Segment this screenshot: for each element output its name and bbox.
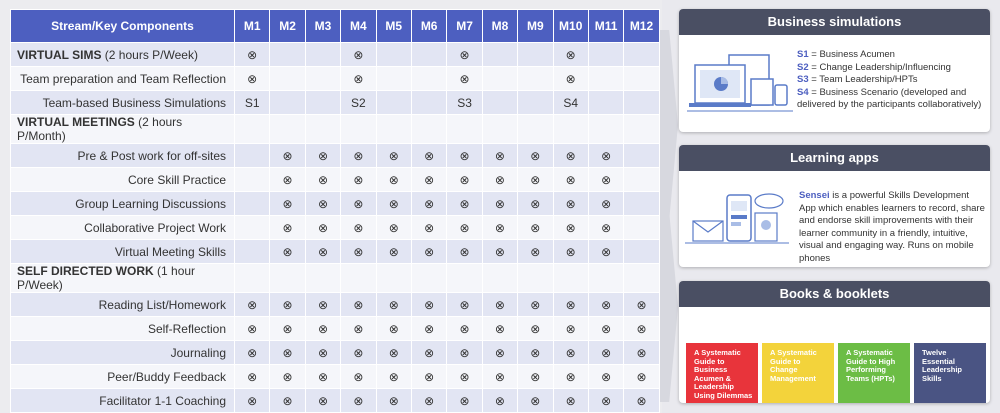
devices-illustration-icon (687, 49, 795, 125)
scheduled-mark-icon: ⊗ (518, 365, 553, 389)
schedule-cell (411, 67, 446, 91)
simulation-item: S1 = Business Acumen (797, 49, 895, 60)
schedule-cell (270, 264, 305, 293)
schedule-cell (270, 43, 305, 67)
scheduled-mark-icon: ⊗ (270, 240, 305, 264)
scheduled-mark-icon: ⊗ (270, 341, 305, 365)
scheduled-mark-icon: ⊗ (305, 389, 340, 413)
section-title: VIRTUAL SIMS (17, 47, 102, 62)
section-label (11, 264, 235, 293)
row-label: Collaborative Project Work (11, 216, 235, 240)
schedule-cell (411, 264, 446, 293)
month-header: M2 (270, 10, 305, 43)
scheduled-mark-icon: ⊗ (624, 365, 659, 389)
scheduled-mark-icon: ⊗ (341, 216, 376, 240)
scheduled-mark-icon: ⊗ (376, 216, 411, 240)
schedule-cell (518, 91, 553, 115)
schedule-cell: S4 (553, 91, 588, 115)
scheduled-mark-icon: ⊗ (447, 192, 482, 216)
books-card (679, 281, 990, 403)
scheduled-mark-icon: ⊗ (341, 144, 376, 168)
scheduled-mark-icon: ⊗ (447, 293, 482, 317)
scheduled-mark-icon: ⊗ (588, 365, 623, 389)
schedule-cell (235, 144, 270, 168)
section-label (11, 43, 235, 67)
stream-header: Stream/Key Components (11, 10, 235, 43)
section-duration: (2 hours P/Month) (17, 115, 183, 143)
scheduled-mark-icon: ⊗ (518, 341, 553, 365)
scheduled-mark-icon: ⊗ (553, 43, 588, 67)
section-title: SELF DIRECTED WORK (17, 264, 154, 278)
schedule-cell (411, 115, 446, 144)
row-label: Team preparation and Team Reflection (11, 67, 235, 91)
scheduled-mark-icon: ⊗ (235, 43, 270, 67)
schedule-cell (235, 240, 270, 264)
schedule-cell (270, 67, 305, 91)
scheduled-mark-icon: ⊗ (447, 341, 482, 365)
app-description: Sensei is a powerful Skills Development App which enables learners to record, share and endorse skill improvements with their learner community in a friendly, intuitive, visual and engaging way. Runs on mobile phones (799, 190, 985, 264)
scheduled-mark-icon: ⊗ (376, 389, 411, 413)
scheduled-mark-icon: ⊗ (624, 389, 659, 413)
scheduled-mark-icon: ⊗ (447, 365, 482, 389)
scheduled-mark-icon: ⊗ (482, 144, 517, 168)
scheduled-mark-icon: ⊗ (376, 144, 411, 168)
scheduled-mark-icon: ⊗ (305, 293, 340, 317)
schedule-cell (411, 43, 446, 67)
scheduled-mark-icon: ⊗ (482, 341, 517, 365)
scheduled-mark-icon: ⊗ (235, 67, 270, 91)
schedule-cell: S3 (447, 91, 482, 115)
schedule-cell (624, 216, 659, 240)
card-title: Business simulations (679, 9, 990, 35)
scheduled-mark-icon: ⊗ (411, 389, 446, 413)
schedule-cell (305, 264, 340, 293)
schedule-cell (376, 67, 411, 91)
scheduled-mark-icon: ⊗ (235, 389, 270, 413)
schedule-cell (376, 43, 411, 67)
card-title: Books & booklets (679, 281, 990, 307)
row-label: Peer/Buddy Feedback (11, 365, 235, 389)
row-label: Journaling (11, 341, 235, 365)
schedule-cell (588, 264, 623, 293)
month-header: M6 (411, 10, 446, 43)
table-row (11, 389, 660, 413)
scheduled-mark-icon: ⊗ (341, 43, 376, 67)
schedule-cell (305, 91, 340, 115)
scheduled-mark-icon: ⊗ (305, 317, 340, 341)
scheduled-mark-icon: ⊗ (341, 341, 376, 365)
table-row (11, 216, 660, 240)
scheduled-mark-icon: ⊗ (305, 365, 340, 389)
scheduled-mark-icon: ⊗ (270, 216, 305, 240)
month-header: M9 (518, 10, 553, 43)
scheduled-mark-icon: ⊗ (518, 240, 553, 264)
row-label: Team-based Business Simulations (11, 91, 235, 115)
schedule-cell (624, 264, 659, 293)
scheduled-mark-icon: ⊗ (518, 317, 553, 341)
schedule-cell (376, 264, 411, 293)
scheduled-mark-icon: ⊗ (588, 216, 623, 240)
scheduled-mark-icon: ⊗ (341, 67, 376, 91)
scheduled-mark-icon: ⊗ (482, 389, 517, 413)
booklet-title: A Systematic Guide to Change Management (770, 348, 817, 383)
scheduled-mark-icon: ⊗ (553, 240, 588, 264)
booklet-title: Twelve Essential Leadership Skills (922, 348, 963, 383)
row-label: Group Learning Discussions (11, 192, 235, 216)
scheduled-mark-icon: ⊗ (553, 293, 588, 317)
scheduled-mark-icon: ⊗ (624, 317, 659, 341)
scheduled-mark-icon: ⊗ (376, 365, 411, 389)
scheduled-mark-icon: ⊗ (447, 216, 482, 240)
schedule-cell: S1 (235, 91, 270, 115)
booklet-title: A Systematic Guide to High Performing Teams (HPTs) (846, 348, 896, 383)
scheduled-mark-icon: ⊗ (447, 67, 482, 91)
month-header: M10 (553, 10, 588, 43)
schedule-cell (305, 67, 340, 91)
scheduled-mark-icon: ⊗ (553, 67, 588, 91)
scheduled-mark-icon: ⊗ (518, 293, 553, 317)
schedule-cell (482, 91, 517, 115)
scheduled-mark-icon: ⊗ (376, 192, 411, 216)
scheduled-mark-icon: ⊗ (376, 293, 411, 317)
scheduled-mark-icon: ⊗ (305, 240, 340, 264)
table-row (11, 365, 660, 389)
scheduled-mark-icon: ⊗ (482, 317, 517, 341)
scheduled-mark-icon: ⊗ (447, 389, 482, 413)
table-row (11, 293, 660, 317)
table-row (11, 168, 660, 192)
schedule-cell (376, 91, 411, 115)
schedule-cell (588, 115, 623, 144)
scheduled-mark-icon: ⊗ (376, 317, 411, 341)
schedule-cell (518, 43, 553, 67)
scheduled-mark-icon: ⊗ (341, 389, 376, 413)
scheduled-mark-icon: ⊗ (588, 389, 623, 413)
scheduled-mark-icon: ⊗ (411, 192, 446, 216)
simulation-item: S4 = Business Scenario (developed and delivered by the participants collaboratively) (797, 86, 982, 110)
schedule-cell (447, 264, 482, 293)
scheduled-mark-icon: ⊗ (553, 192, 588, 216)
section-title: VIRTUAL MEETINGS (17, 115, 135, 129)
simulation-item: S2 = Change Leadership/Influencing (797, 61, 951, 73)
schedule-cell (588, 91, 623, 115)
scheduled-mark-icon: ⊗ (376, 240, 411, 264)
scheduled-mark-icon: ⊗ (305, 168, 340, 192)
schedule-cell (411, 91, 446, 115)
scheduled-mark-icon: ⊗ (270, 192, 305, 216)
mobile-app-illustration-icon (685, 187, 791, 261)
schedule-cell (235, 216, 270, 240)
schedule-cell: S2 (341, 91, 376, 115)
schedule-cell (235, 115, 270, 144)
row-label: Core Skill Practice (11, 168, 235, 192)
scheduled-mark-icon: ⊗ (411, 144, 446, 168)
table-row (11, 341, 660, 365)
scheduled-mark-icon: ⊗ (411, 341, 446, 365)
scheduled-mark-icon: ⊗ (411, 293, 446, 317)
scheduled-mark-icon: ⊗ (553, 317, 588, 341)
scheduled-mark-icon: ⊗ (305, 216, 340, 240)
scheduled-mark-icon: ⊗ (341, 168, 376, 192)
schedule-cell (270, 91, 305, 115)
scheduled-mark-icon: ⊗ (588, 168, 623, 192)
scheduled-mark-icon: ⊗ (235, 293, 270, 317)
scheduled-mark-icon: ⊗ (482, 365, 517, 389)
row-label: Pre & Post work for off-sites (11, 144, 235, 168)
schedule-cell (447, 115, 482, 144)
scheduled-mark-icon: ⊗ (518, 389, 553, 413)
scheduled-mark-icon: ⊗ (553, 216, 588, 240)
month-header: M3 (305, 10, 340, 43)
scheduled-mark-icon: ⊗ (482, 240, 517, 264)
scheduled-mark-icon: ⊗ (270, 389, 305, 413)
schedule-cell (588, 67, 623, 91)
scheduled-mark-icon: ⊗ (588, 317, 623, 341)
schedule-table (10, 9, 660, 413)
scheduled-mark-icon: ⊗ (270, 317, 305, 341)
scheduled-mark-icon: ⊗ (447, 144, 482, 168)
schedule-cell (624, 115, 659, 144)
month-header: M5 (376, 10, 411, 43)
schedule-cell (624, 67, 659, 91)
scheduled-mark-icon: ⊗ (270, 293, 305, 317)
scheduled-mark-icon: ⊗ (518, 192, 553, 216)
section-row (11, 264, 660, 293)
scheduled-mark-icon: ⊗ (447, 240, 482, 264)
table-row (11, 192, 660, 216)
scheduled-mark-icon: ⊗ (411, 216, 446, 240)
month-header: M1 (235, 10, 270, 43)
schedule-cell (482, 43, 517, 67)
row-label: Reading List/Homework (11, 293, 235, 317)
section-label (11, 115, 235, 144)
scheduled-mark-icon: ⊗ (376, 168, 411, 192)
scheduled-mark-icon: ⊗ (235, 317, 270, 341)
schedule-cell (305, 115, 340, 144)
scheduled-mark-icon: ⊗ (341, 317, 376, 341)
booklet-cover (686, 343, 758, 403)
schedule-cell (624, 43, 659, 67)
scheduled-mark-icon: ⊗ (341, 365, 376, 389)
schedule-cell (624, 144, 659, 168)
table-header-row (11, 10, 660, 43)
learning-apps-card (679, 145, 990, 267)
scheduled-mark-icon: ⊗ (553, 389, 588, 413)
scheduled-mark-icon: ⊗ (588, 293, 623, 317)
row-label: Facilitator 1-1 Coaching (11, 389, 235, 413)
schedule-cell (341, 115, 376, 144)
schedule-cell (482, 67, 517, 91)
scheduled-mark-icon: ⊗ (235, 365, 270, 389)
month-header: M4 (341, 10, 376, 43)
schedule-cell (376, 115, 411, 144)
booklet-cover (914, 343, 986, 403)
scheduled-mark-icon: ⊗ (518, 168, 553, 192)
business-simulations-card (679, 9, 990, 132)
booklet-cover (838, 343, 910, 403)
schedule-cell (270, 115, 305, 144)
scheduled-mark-icon: ⊗ (553, 365, 588, 389)
schedule-cell (624, 192, 659, 216)
scheduled-mark-icon: ⊗ (518, 144, 553, 168)
scheduled-mark-icon: ⊗ (305, 192, 340, 216)
schedule-cell (518, 67, 553, 91)
scheduled-mark-icon: ⊗ (518, 216, 553, 240)
row-label: Self-Reflection (11, 317, 235, 341)
scheduled-mark-icon: ⊗ (376, 341, 411, 365)
simulation-list (797, 49, 983, 112)
scheduled-mark-icon: ⊗ (553, 341, 588, 365)
scheduled-mark-icon: ⊗ (553, 168, 588, 192)
section-row (11, 43, 660, 67)
table-row (11, 240, 660, 264)
schedule-cell (588, 43, 623, 67)
booklet-cover (762, 343, 834, 403)
scheduled-mark-icon: ⊗ (624, 293, 659, 317)
schedule-cell (235, 264, 270, 293)
scheduled-mark-icon: ⊗ (341, 240, 376, 264)
schedule-cell (482, 264, 517, 293)
table-row (11, 91, 660, 115)
scheduled-mark-icon: ⊗ (235, 341, 270, 365)
scheduled-mark-icon: ⊗ (270, 365, 305, 389)
scheduled-mark-icon: ⊗ (447, 317, 482, 341)
month-header: M7 (447, 10, 482, 43)
schedule-cell (624, 91, 659, 115)
schedule-cell (553, 264, 588, 293)
scheduled-mark-icon: ⊗ (305, 341, 340, 365)
month-header: M12 (624, 10, 659, 43)
month-header: M8 (482, 10, 517, 43)
schedule-cell (518, 115, 553, 144)
scheduled-mark-icon: ⊗ (411, 240, 446, 264)
scheduled-mark-icon: ⊗ (305, 144, 340, 168)
scheduled-mark-icon: ⊗ (588, 144, 623, 168)
booklet-title: A Systematic Guide to Business Acumen & Leadership Using Dilemmas (694, 348, 753, 400)
scheduled-mark-icon: ⊗ (411, 365, 446, 389)
scheduled-mark-icon: ⊗ (411, 317, 446, 341)
section-row (11, 115, 660, 144)
scheduled-mark-icon: ⊗ (341, 192, 376, 216)
table-row (11, 144, 660, 168)
scheduled-mark-icon: ⊗ (447, 168, 482, 192)
schedule-cell (553, 115, 588, 144)
scheduled-mark-icon: ⊗ (270, 144, 305, 168)
row-label: Virtual Meeting Skills (11, 240, 235, 264)
schedule-cell (305, 43, 340, 67)
card-title: Learning apps (679, 145, 990, 171)
simulation-item: S3 = Team Leadership/HPTs (797, 74, 918, 85)
table-row (11, 317, 660, 341)
scheduled-mark-icon: ⊗ (341, 293, 376, 317)
schedule-cell (341, 264, 376, 293)
scheduled-mark-icon: ⊗ (482, 192, 517, 216)
schedule-cell (482, 115, 517, 144)
schedule-cell (235, 168, 270, 192)
table-row (11, 67, 660, 91)
scheduled-mark-icon: ⊗ (588, 192, 623, 216)
schedule-cell (624, 168, 659, 192)
scheduled-mark-icon: ⊗ (482, 168, 517, 192)
scheduled-mark-icon: ⊗ (482, 293, 517, 317)
scheduled-mark-icon: ⊗ (411, 168, 446, 192)
scheduled-mark-icon: ⊗ (624, 341, 659, 365)
scheduled-mark-icon: ⊗ (588, 240, 623, 264)
scheduled-mark-icon: ⊗ (482, 216, 517, 240)
month-header: M11 (588, 10, 623, 43)
section-duration: (1 hour P/Week) (17, 264, 196, 292)
scheduled-mark-icon: ⊗ (447, 43, 482, 67)
schedule-cell (235, 192, 270, 216)
section-duration: (2 hours P/Week) (104, 47, 198, 62)
scheduled-mark-icon: ⊗ (588, 341, 623, 365)
scheduled-mark-icon: ⊗ (553, 144, 588, 168)
schedule-cell (518, 264, 553, 293)
scheduled-mark-icon: ⊗ (270, 168, 305, 192)
schedule-cell (624, 240, 659, 264)
